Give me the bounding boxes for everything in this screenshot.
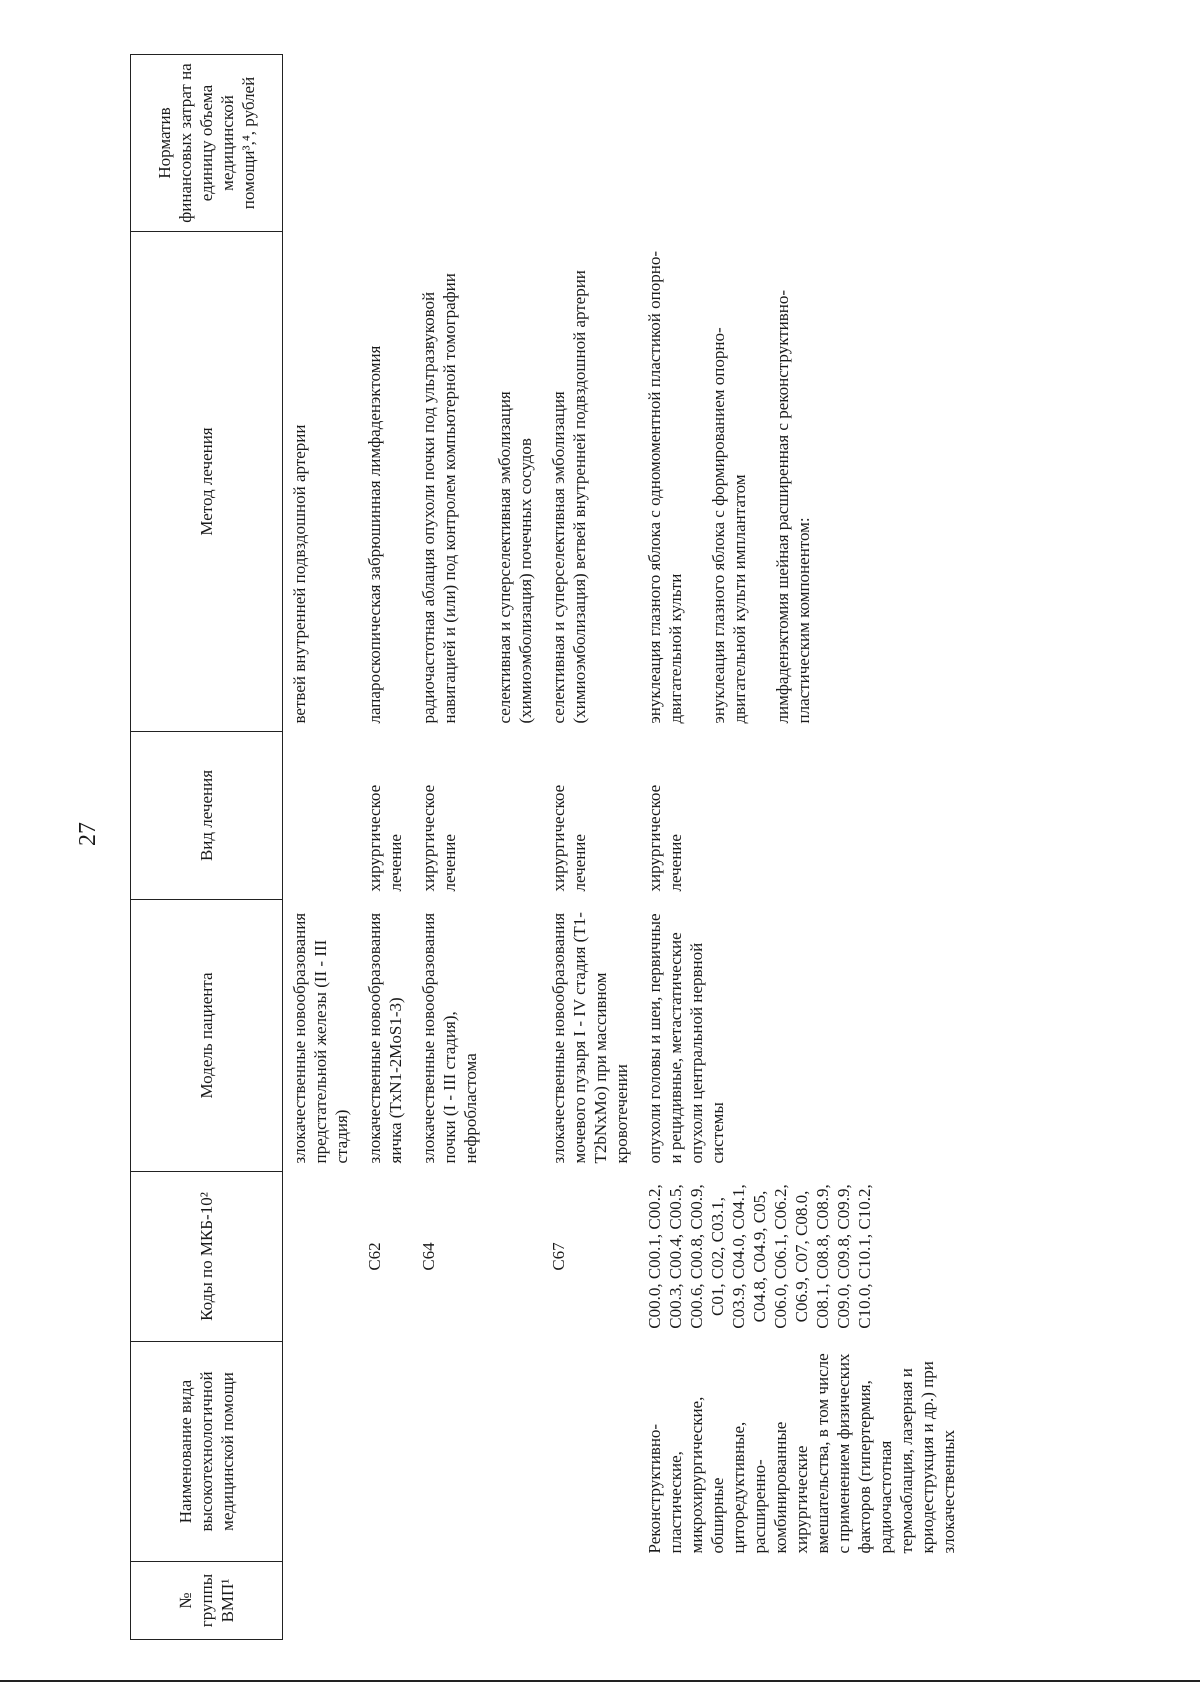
- table-header-row: [131, 55, 283, 1640]
- table-row: [412, 55, 542, 1640]
- cell-cost-norm: [542, 55, 638, 232]
- method-item: селективная и суперселективная эмболизация (химиоэмболизация) ветвей внутренней подвздошной артерии: [549, 270, 589, 724]
- method-item: ветвей внутренней подвздошной артерии: [290, 424, 309, 724]
- table-row: [358, 55, 412, 1640]
- cell-icd-codes: C67: [549, 1242, 568, 1271]
- cell-cost-norm: [358, 55, 412, 232]
- cell-group: [412, 1562, 542, 1640]
- cell-group: [283, 1562, 359, 1640]
- cell-treatment-type: хирургическое лечение: [419, 784, 459, 892]
- method-item: селективная и суперселективная эмболизация (химиоэмболизация) почечных сосудов: [495, 391, 535, 724]
- cell-treatment-type: хирургическое лечение: [549, 784, 589, 892]
- table-row: [542, 55, 638, 1640]
- cell-treatment-type: хирургическое лечение: [645, 784, 685, 892]
- cell-patient-model: злокачественные новообразования мочевого пузыря I - IV стадия (T1-T2bNxMo) при массивном кровотечении: [549, 912, 631, 1164]
- cell-treatment-method: [542, 232, 638, 732]
- method-item: энуклеация глазного яблока с одномоментной пластикой опорно-двигательной культи: [645, 250, 685, 724]
- header-care-name: Наименование вида высокотехнологичной медицинской помощи: [131, 1342, 283, 1562]
- method-item: лапароскопическая забрюшинная лимфаденэктомия: [365, 345, 384, 724]
- cell-icd-codes: [283, 1172, 359, 1342]
- table-row: [283, 55, 359, 1640]
- header-treatment-method: Метод лечения: [131, 232, 283, 732]
- page-number: 27: [75, 822, 101, 846]
- cell-patient-model: злокачественные новообразования предстательной железы (II - III стадия): [290, 912, 351, 1164]
- cell-care-name: [542, 1342, 638, 1562]
- cell-cost-norm: [638, 55, 965, 232]
- cell-patient-model: злокачественные новообразования почки (I - III стадия), нефробластома: [419, 912, 480, 1164]
- cell-group: [358, 1562, 412, 1640]
- cell-care-name: [412, 1342, 542, 1562]
- header-patient-model: Модель пациента: [131, 900, 283, 1172]
- cell-treatment-method: [283, 232, 359, 732]
- cell-icd-codes: C64: [419, 1242, 438, 1271]
- cell-treatment-type: [283, 732, 359, 900]
- cell-treatment-type: хирургическое лечение: [365, 784, 405, 892]
- cell-treatment-method: [412, 232, 542, 732]
- cell-care-name: [283, 1342, 359, 1562]
- cell-care-name: [358, 1342, 412, 1562]
- table-row: [638, 55, 965, 1640]
- cell-patient-model: злокачественные новообразования яичка (TxN1-2MoS1-3): [365, 912, 405, 1164]
- rotated-table-container: [130, 55, 1150, 1640]
- cell-care-name: Реконструктивно-пластические, микрохирургические, обширные циторедуктивные, расширенно-комбинированные хирургические вмешательства, в том числе с применением физических факторов (гипертермия, радиочастотная термоаблация, лазерная и криодеструкция и др.) при злокачественных: [645, 1353, 958, 1554]
- header-cost-norm: Норматив финансовых затрат на единицу объема медицинской помощи³,⁴, рублей: [131, 55, 283, 232]
- cell-group: [542, 1562, 638, 1640]
- header-group-number: № группы ВМП¹: [131, 1562, 283, 1640]
- cell-treatment-method: [638, 232, 965, 732]
- vmp-table: [130, 54, 965, 1640]
- bottom-rule: [0, 1680, 1200, 1682]
- cell-treatment-method: [358, 232, 412, 732]
- cell-group: [638, 1562, 965, 1640]
- method-item: энуклеация глазного яблока с формированием опорно-двигательной культи имплантатом: [709, 327, 749, 724]
- cell-patient-model: опухоли головы и шеи, первичные и рецидивные, метастатические опухоли центральной нервной системы: [645, 913, 727, 1164]
- method-item: лимфаденэктомия шейная расширенная с реконструктивно-пластическим компонентом:: [773, 289, 813, 724]
- cell-icd-codes: C00.0, C00.1, C00.2, C00.3, C00.4, C00.5, C00.6, C00.8, C00.9, C01, C02, C03.1, C03.9, C04.0, C04.1, C04.8, C04.9, C05, C06.0, C06.1, C06.2, C06.9, C07, C08.0, C08.1, C08.8, C08.9, C09.0, C09.8, C09.9, C10.0, C10.1, C10.2,: [645, 1184, 874, 1329]
- cell-cost-norm: [283, 55, 359, 232]
- header-icd-codes: Коды по МКБ-10²: [131, 1172, 283, 1342]
- header-treatment-type: Вид лечения: [131, 732, 283, 900]
- method-item: радиочастотная аблация опухоли почки под ультразвуковой навигацией и (или) под контролем компьютерной томографии: [419, 273, 459, 724]
- cell-icd-codes: C62: [365, 1242, 384, 1271]
- cell-cost-norm: [412, 55, 542, 232]
